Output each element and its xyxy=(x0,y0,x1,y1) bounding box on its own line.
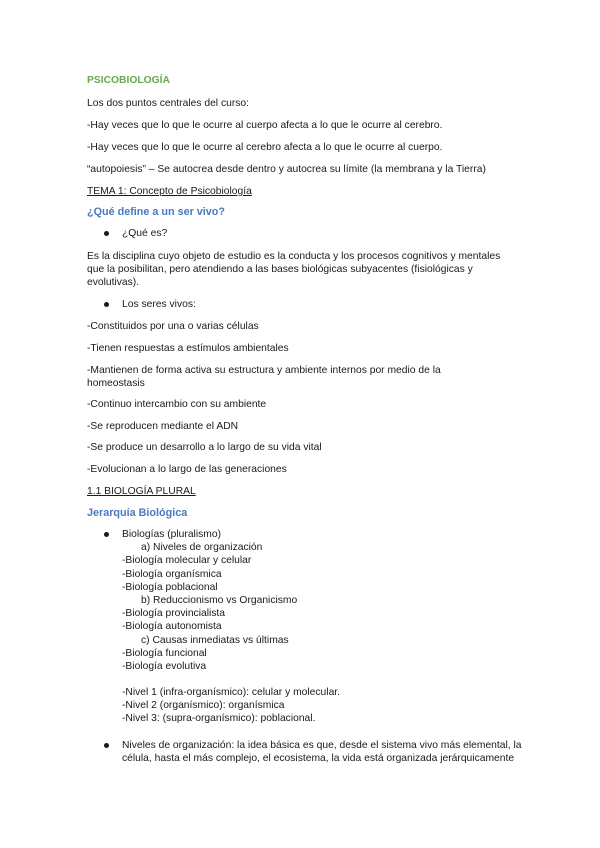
tema-1-heading: TEMA 1: Concepto de Psicobiología xyxy=(87,186,252,197)
ser-vivo-item: -Se reproducen mediante el ADN xyxy=(87,421,239,432)
sub-item-a: a) Niveles de organización xyxy=(141,542,263,553)
document-title: PSICOBIOLOGÍA xyxy=(87,75,170,86)
bullet-biologias: Biologías (pluralismo) xyxy=(122,529,222,540)
section-1-1-heading: 1.1 BIOLOGÍA PLURAL xyxy=(87,486,196,497)
bullet-icon xyxy=(104,302,109,307)
list-item: -Biología poblacional xyxy=(122,582,218,593)
list-item: -Biología funcional xyxy=(122,648,207,659)
bullet-icon xyxy=(104,743,109,748)
list-item: -Biología autonomista xyxy=(122,621,222,632)
ser-vivo-item: -Se produce un desarrollo a lo largo de su vida vital xyxy=(87,442,322,453)
sub-item-c: c) Causas inmediatas vs últimas xyxy=(141,635,289,646)
definicion-line: evolutivas). xyxy=(87,277,140,288)
nivel-item: -Nivel 2 (organísmico): organísmica xyxy=(122,700,285,711)
list-item: -Biología provincialista xyxy=(122,608,226,619)
ser-vivo-item: homeostasis xyxy=(87,378,145,389)
ser-vivo-item: -Mantienen de forma activa su estructura y ambiente internos por medio de la xyxy=(87,365,441,376)
bullet-seres-vivos: Los seres vivos: xyxy=(122,299,196,310)
intro-line: “autopoiesis” – Se autocrea desde dentro y autocrea su límite (la membrana y la Tierra) xyxy=(87,164,486,175)
bullet-que-es: ¿Qué es? xyxy=(122,228,168,239)
bullet-niveles-line: célula, hasta el más complejo, el ecosistema, la vida está organizada jerárquicamente xyxy=(122,753,515,764)
heading-jerarquia: Jerarquía Biológica xyxy=(87,507,188,519)
bullet-icon xyxy=(104,532,109,537)
definicion-line: Es la disciplina cuyo objeto de estudio es la conducta y los procesos cognitivos y mentales xyxy=(87,251,501,262)
list-item: -Biología organísmica xyxy=(122,569,222,580)
bullet-niveles-line: Niveles de organización: la idea básica es que, desde el sistema vivo más elemental, la xyxy=(122,740,522,751)
definicion-line: que la posibilitan, pero atendiendo a las bases biológicas subyacentes (fisiológicas y xyxy=(87,264,473,275)
intro-line: Los dos puntos centrales del curso: xyxy=(87,98,249,109)
heading-ser-vivo: ¿Qué define a un ser vivo? xyxy=(87,206,225,218)
ser-vivo-item: -Constituidos por una o varias células xyxy=(87,321,259,332)
ser-vivo-item: -Continuo intercambio con su ambiente xyxy=(87,399,267,410)
list-item: -Biología molecular y celular xyxy=(122,555,252,566)
nivel-item: -Nivel 3: (supra-organísmico): poblacional. xyxy=(122,713,316,724)
bullet-icon xyxy=(104,231,109,236)
nivel-item: -Nivel 1 (infra-organísmico): celular y molecular. xyxy=(122,687,341,698)
intro-line: -Hay veces que lo que le ocurre al cerebro afecta a lo que le ocurre al cuerpo. xyxy=(87,142,443,153)
sub-item-b: b) Reduccionismo vs Organicismo xyxy=(141,595,298,606)
list-item: -Biología evolutiva xyxy=(122,661,207,672)
ser-vivo-item: -Tienen respuestas a estímulos ambientales xyxy=(87,343,289,354)
intro-line: -Hay veces que lo que le ocurre al cuerpo afecta a lo que le ocurre al cerebro. xyxy=(87,120,443,131)
ser-vivo-item: -Evolucionan a lo largo de las generaciones xyxy=(87,464,287,475)
